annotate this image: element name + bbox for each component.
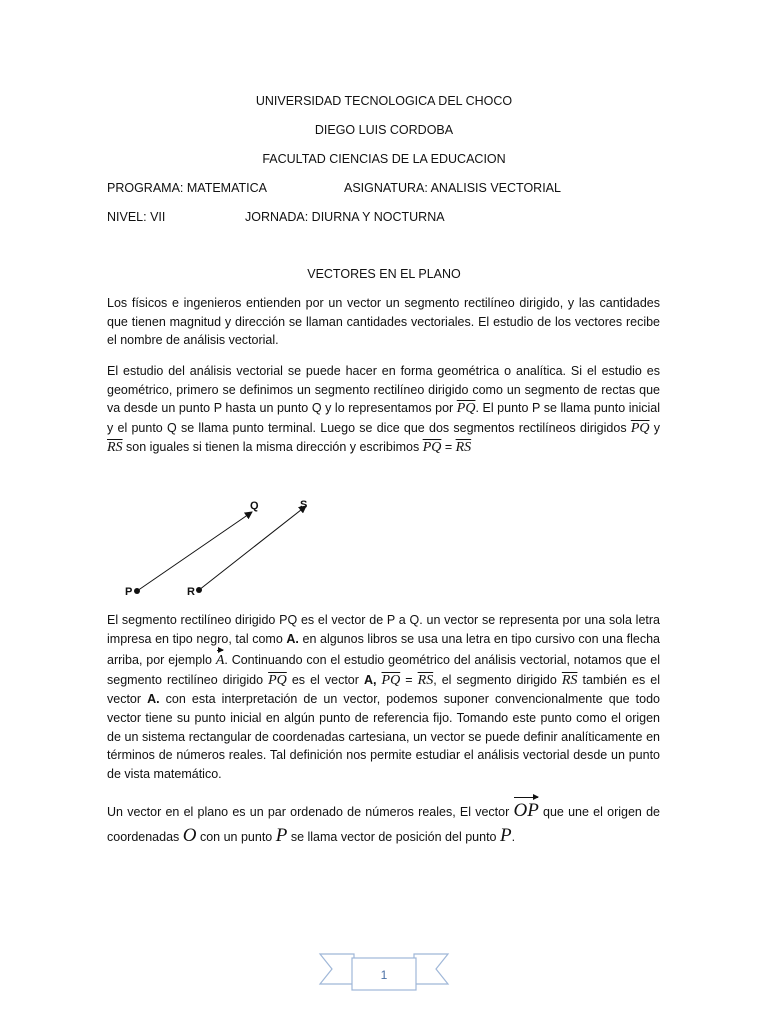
text-run: . Continuando con el estudio geométrico del análisis vectorial, notamos que el segmento rectilíneo dirigido (107, 653, 660, 687)
label-s: S (300, 499, 308, 511)
math-p: P (499, 825, 512, 846)
label-r: R (187, 586, 195, 598)
math-pq: $\overline{PQ}$ (268, 672, 287, 688)
paragraph-position-vector (107, 795, 660, 849)
math-o: O (182, 825, 197, 846)
segment-rs (199, 506, 306, 590)
bold-a: A, (363, 672, 377, 687)
text-run: El segmento rectilíneo dirigido PQ es el vector de P a Q. un vector se representa por una sola letra impresa en tipo negro, tal como (107, 613, 660, 646)
label-p: P (125, 586, 133, 598)
text-run: Un vector en el plano es un par ordenado de números reales, El vector (107, 805, 514, 819)
vector-figure (110, 490, 330, 610)
paragraph-geometric (107, 362, 660, 458)
text-run: que une el origen de coordenadas (107, 805, 660, 844)
text-run: , el segmento dirigido (433, 672, 562, 687)
text-run: . El punto P se llama punto inicial y el punto Q se llama punto terminal. Luego se dice que dos segmentos rectilíneos dirigidos (107, 401, 661, 435)
math-op-arrow: OP (513, 795, 538, 823)
math-rs: $\overline{RS}$ (417, 672, 434, 688)
text-run: = (441, 440, 456, 455)
math-rs: $\overline{RS}$ (455, 440, 472, 456)
math-pq: $\overline{PQ}$ (381, 672, 401, 688)
point-r (196, 587, 202, 593)
math-a-arrow: A (216, 648, 225, 671)
text-run: con un punto (196, 830, 276, 844)
text-run: = (400, 672, 418, 687)
ribbon-left-tail (320, 954, 354, 984)
section-title: VECTORES EN EL PLANO (307, 267, 461, 281)
math-rs: $\overline{RS}$ (107, 440, 123, 456)
math-rs: $\overline{RS}$ (561, 672, 578, 688)
paragraph-vector-definition (107, 611, 660, 783)
university-title: UNIVERSIDAD TECNOLOGICA DEL CHOCO (255, 94, 513, 108)
ribbon-right-tail (414, 954, 448, 984)
faculty-name: FACULTAD CIENCIAS DE LA EDUCACION (262, 152, 506, 166)
page-number-ribbon (318, 946, 450, 996)
bold-a: A. (147, 692, 160, 707)
text-run: se llama vector de posición del punto (287, 830, 500, 844)
point-p (134, 588, 140, 594)
math-pq: $\overline{PQ}$ (456, 401, 476, 417)
page-number: 1 (380, 968, 388, 982)
text-run: es el vector (286, 672, 364, 687)
math-pq: $\overline{PQ}$ (630, 420, 650, 436)
paragraph-intro: Los físicos e ingenieros entienden por un vector un segmento rectilíneo dirigido, y las cantidades que tienen magnitud y dirección se llaman cantidades vectoriales. El estudio de los vectores recibe el nombre de análisis vectorial. (107, 296, 660, 348)
text-run: El estudio del análisis vectorial se puede hacer en forma geométrica o analítica. Si el estudio es geométrico, primero se definimos un segmento rectilíneo dirigido como un segmento de rectas que va desde un punto P hasta un punto Q y lo representamos por (107, 364, 660, 416)
text-run: . (511, 830, 516, 844)
label-q: Q (250, 500, 259, 512)
text-run: son iguales si tienen la misma dirección y escribimos (122, 440, 423, 455)
segment-pq (137, 512, 252, 591)
text-run: también es el vector (107, 672, 660, 707)
math-pq: $\overline{PQ}$ (422, 440, 442, 456)
text-run: con esta interpretación de un vector, podemos suponer convencionalmente que todo vector tiene su punto inicial en algún punto de referencia fijo. Tomando este punto como el origen de un sistema rectangular de coordenadas cartesiana, un vector se puede definir analíticamente en términos de números reales. Tal definición nos permite estudiar el análisis vectorial desde un punto de vista matemático. (107, 692, 660, 781)
author-name: DIEGO LUIS CORDOBA (314, 123, 454, 137)
bold-a: A. (286, 631, 299, 646)
schedule-label: JORNADA: DIURNA Y NOCTURNA (245, 210, 445, 224)
math-p: P (275, 825, 288, 846)
text-run: y (649, 420, 660, 435)
subject-label: ASIGNATURA: ANALISIS VECTORIAL (344, 181, 561, 195)
text-run: en algunos libros se usa una letra en tipo cursivo con una flecha arriba, por ejemplo (107, 631, 660, 668)
level-label: NIVEL: VII (107, 210, 166, 224)
program-label: PROGRAMA: MATEMATICA (107, 181, 267, 195)
